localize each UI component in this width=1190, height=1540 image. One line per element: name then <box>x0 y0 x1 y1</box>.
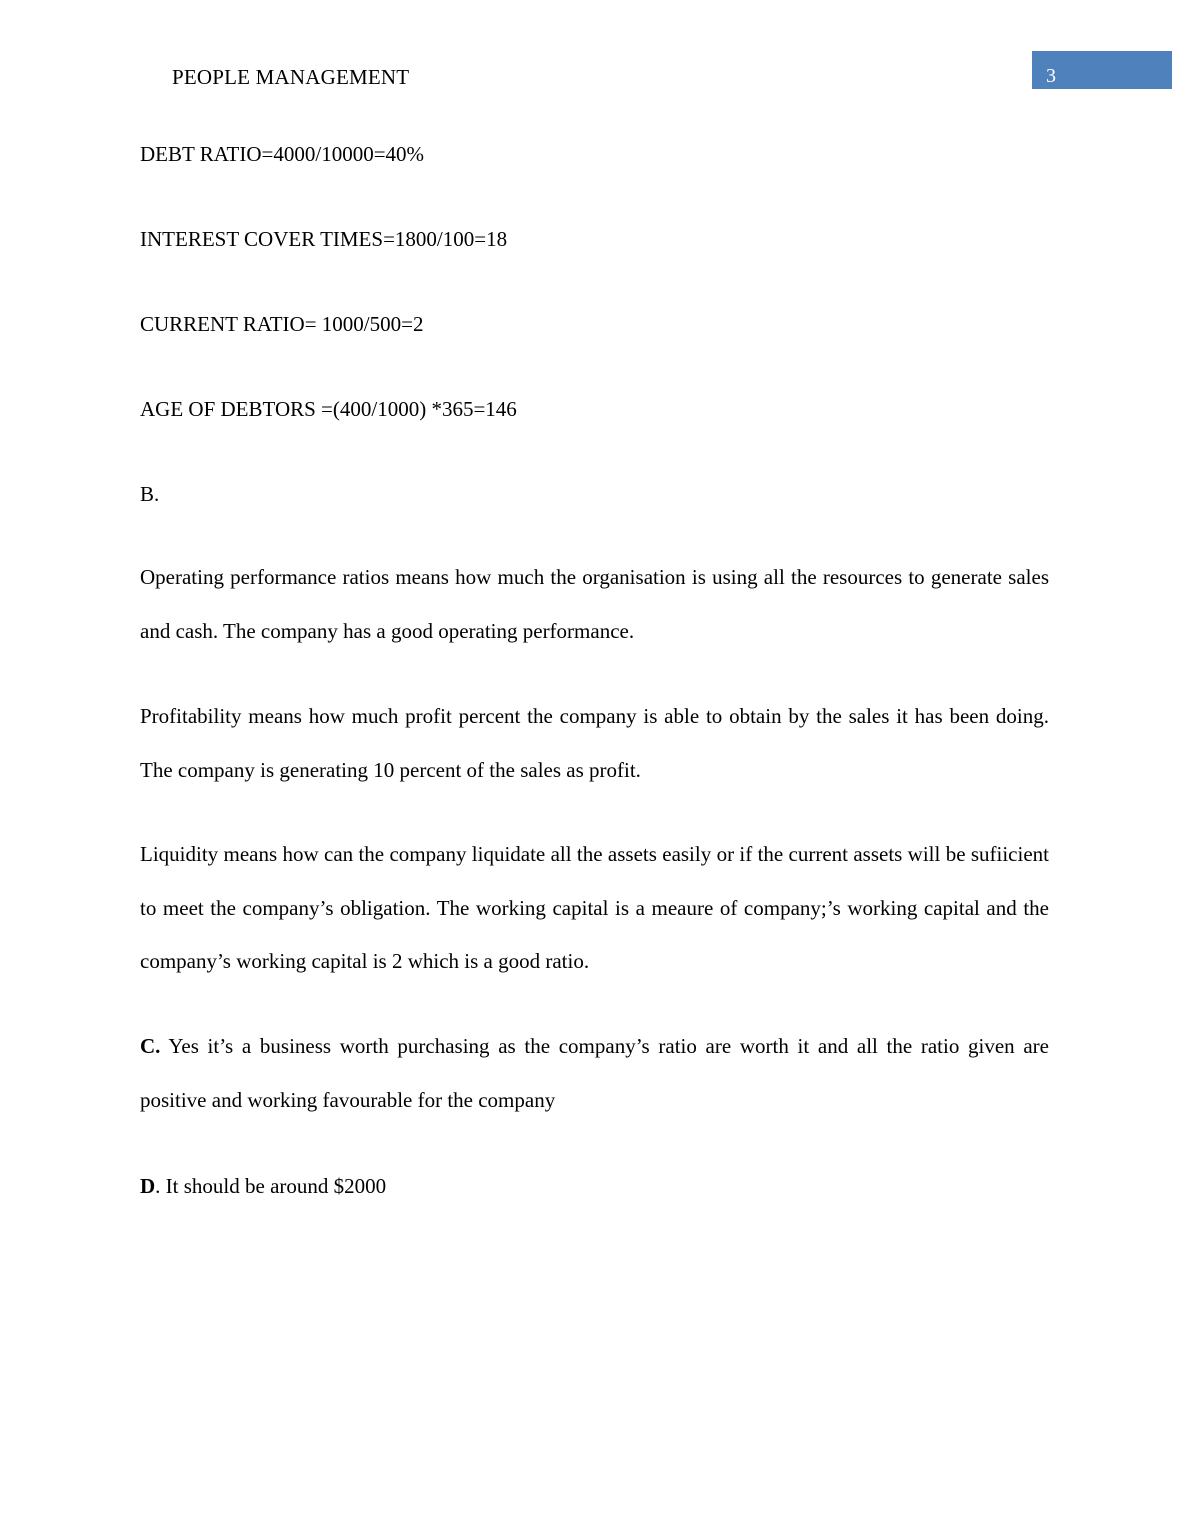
section-c-text: Yes it’s a business worth purchasing as the company’s ratio are worth it and all the ratio given are positive and working favourable for the company <box>140 1034 1049 1112</box>
profitability-paragraph: Profitability means how much profit percent the company is able to obtain by the sales it has been doing. The company is generating 10 percent of the sales as profit. <box>140 704 1049 782</box>
section-b-label: B. <box>140 482 160 506</box>
current-ratio-line: CURRENT RATIO= 1000/500=2 <box>140 312 424 336</box>
liquidity-paragraph: Liquidity means how can the company liquidate all the assets easily or if the current assets will be sufiicient to meet the company’s obligation. The working capital is a meaure of company;’s working capital and the company’s working capital is 2 which is a good ratio. <box>140 842 1049 973</box>
section-d-text: . It should be around $2000 <box>155 1174 387 1198</box>
section-c-paragraph <box>140 1020 1049 1127</box>
interest-cover-line: INTEREST COVER TIMES=1800/100=18 <box>140 227 508 251</box>
section-d-paragraph <box>140 1173 386 1199</box>
operating-performance-paragraph: Operating performance ratios means how much the organisation is using all the resources to generate sales and cash. The company has a good operating performance. <box>140 565 1049 643</box>
page-number-box <box>1032 51 1172 89</box>
section-d-label: D <box>140 1174 156 1198</box>
debt-ratio-line: DEBT RATIO=4000/10000=40% <box>140 142 425 166</box>
age-of-debtors-line: AGE OF DEBTORS =(400/1000) *365=146 <box>140 397 517 421</box>
section-c-label: C. <box>140 1034 161 1058</box>
running-head-title: PEOPLE MANAGEMENT <box>172 65 410 89</box>
page-number: 3 <box>1046 65 1056 87</box>
